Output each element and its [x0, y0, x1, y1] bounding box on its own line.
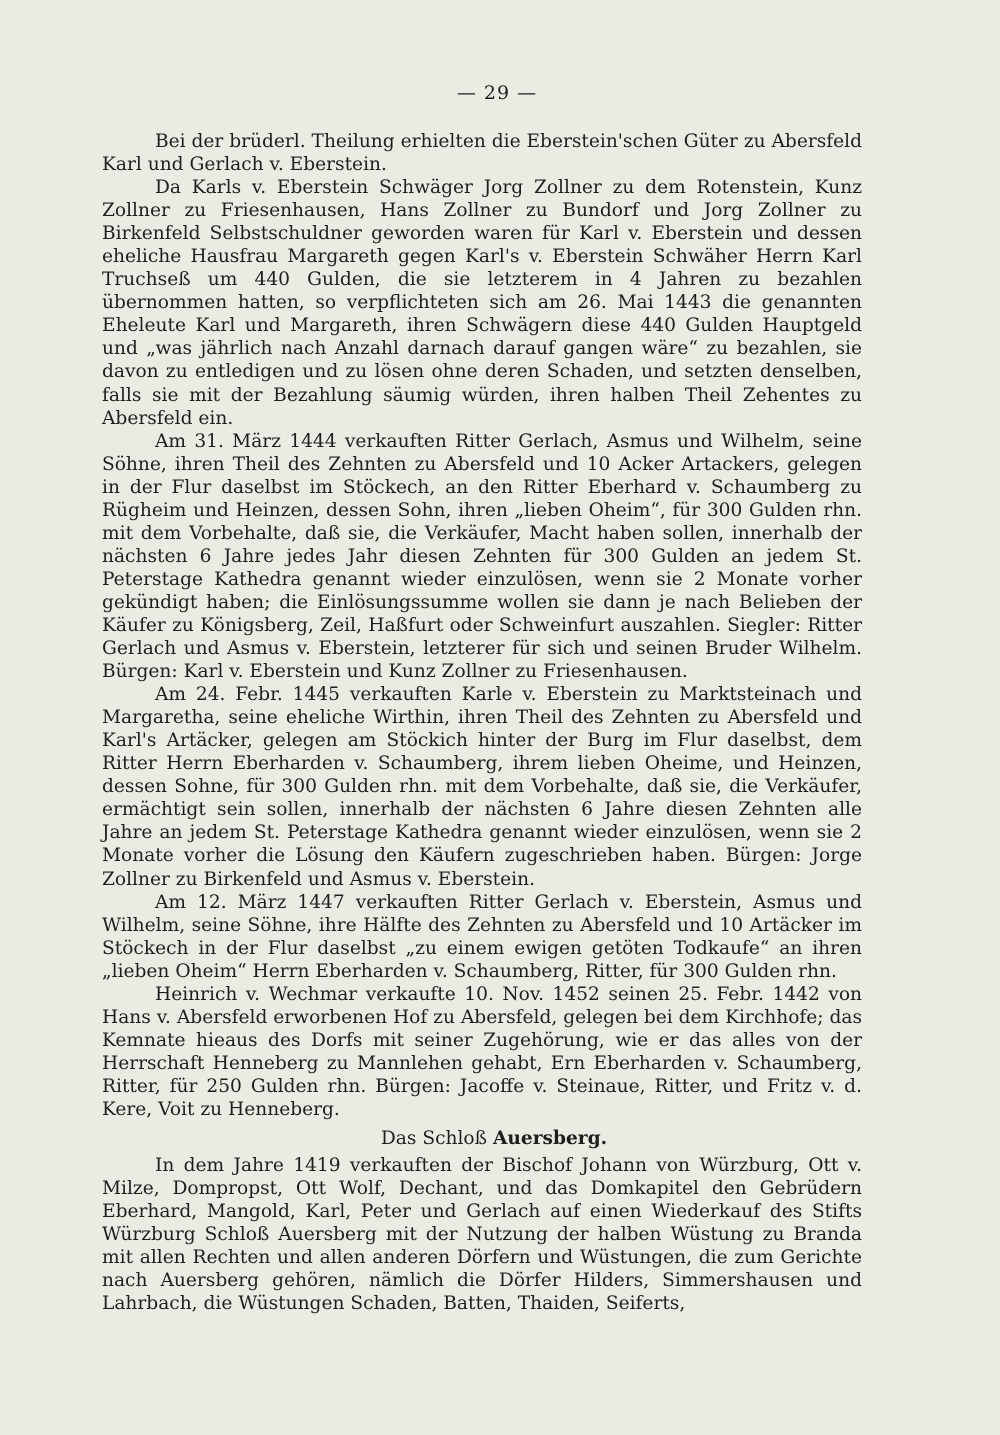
paragraph-1445-sale: Am 24. Febr. 1445 verkauften Karle v. Eberstein zu Marktsteinach und Margaretha, seine eheliche Wirthin, ihren Theil des Zehnten zu Abersfeld und Karl's Artäcker, gelegen am Stöckich hinter der Burg im Flur daselbst, dem Ritter Herrn Eberharden v. Schaumberg, ihrem lieben Oheime, und Heinzen, dessen Sohne, für 300 Gulden rhn. mit dem Vorbehalte, daß sie, die Verkäufer, ermächtigt sein sollen, innerhalb der nächsten 6 Jahre diesen Zehnten alle Jahre an jedem St. Peterstage Kathedra genannt wieder einzulösen, wenn sie 2 Monate vorher die Lösung den Käufern zugeschrieben haben. Bürgen: Jorge Zollner zu Birkenfeld und Asmus v. Eberstein. — [102, 684, 862, 890]
paragraph-brotherly-division: Bei der brüderl. Theilung erhielten die Eberstein'schen Güter zu Abersfeld Karl und Gerlach v. Eberstein. — [102, 131, 863, 176]
section-heading-name: Auersberg. — [492, 1128, 608, 1150]
section-heading-prefix: Das Schloß — [380, 1128, 493, 1150]
paragraph-1419-sale: In dem Jahre 1419 verkauften der Bischof Johann von Würzburg, Ott v. Milze, Dompropst, Ott Wolf, Dechant, und das Domkapitel den Gebrüdern Eberhard, Mangold, Karl, Peter und Gerlach auf einen Wiederkauf des Stifts Würzburg Schloß Auersberg mit der Nutzung der halben Wüstung zu Branda mit allen Rechten und allen anderen Dörfern und Wüstungen, die zum Gerichte nach Auersberg gehören, nämlich die Dörfer Hilders, Simmershausen und Lahrbach, die Wüstungen Schaden, Batten, Thaiden, Seiferts, — [102, 1155, 862, 1315]
paragraph-1443-debt: Da Karls v. Eberstein Schwäger Jorg Zollner zu dem Rotenstein, Kunz Zollner zu Friesenhausen, Hans Zollner zu Bundorf und Jorg Zollner zu Birkenfeld Selbstschuldner geworden waren für Karl v. Eberstein und dessen eheliche Hausfrau Margareth gegen Karl's v. Eberstein Schwäher Herrn Karl Truchseß um 440 Gulden, die sie letzterem in 4 Jahren zu bezahlen übernommen hatten, so verpflichteten sich am 26. Mai 1443 die genannten Eheleute Karl und Margareth, ihren Schwägern diese 440 Gulden Hauptgeld und „was jährlich nach Anzahl darnach darauf gangen wäre“ zu bezahlen, sie davon zu entledigen und zu lösen ohne deren Schaden, und setzten denselben, falls sie mit der Bezahlung säumig würden, ihren halben Theil Zehentes zu Abersfeld ein. — [102, 177, 862, 429]
page-number: — 29 — — [456, 82, 538, 104]
paragraph-1447-sale: Am 12. März 1447 verkauften Ritter Gerlach v. Eberstein, Asmus und Wilhelm, seine Söhne, ihre Hälfte des Zehnten zu Abersfeld und 10 Artäcker im Stöckech in der Flur daselbst „zu einem ewigen getöten Todkaufe“ an ihren „lieben Oheim“ Herrn Eberharden v. Schaumberg, Ritter, für 300 Gulden rhn. — [102, 891, 862, 982]
paragraph-1452-sale: Heinrich v. Wechmar verkaufte 10. Nov. 1452 seinen 25. Febr. 1442 von Hans v. Abersfeld erworbenen Hof zu Abersfeld, gelegen bei dem Kirchhofe; das Kemnate hieaus des Dorfs mit seiner Zugehörung, wie er das alles von der Herrschaft Henneberg zu Mannlehen gehabt, Ern Eberharden v. Schaumberg, Ritter, für 250 Gulden rhn. Bürgen: Jacoffe v. Steinaue, Ritter, und Fritz v. d. Kere, Voit zu Henneberg. — [102, 983, 862, 1120]
section-heading — [102, 1126, 862, 1151]
paragraph-1444-sale: Am 31. März 1444 verkauften Ritter Gerlach, Asmus und Wilhelm, seine Söhne, ihren Theil des Zehnten zu Abersfeld und 10 Acker Artackers, gelegen in der Flur daselbst im Stöckech, an den Ritter Eberhard v. Schaumberg zu Rügheim und Heinzen, dessen Sohn, ihren „lieben Oheim“, für 300 Gulden rhn. mit dem Vorbehalte, daß sie, die Verkäufer, Macht haben sollen, innerhalb der nächsten 6 Jahre jedes Jahr diesen Zehnten für 300 Gulden an jedem St. Peterstage Kathedra genannt wieder einzulösen, wenn sie 2 Monate vorher gekündigt haben; die Einlösungssumme wollen sie dann je nach Belieben der Käufer zu Königsberg, Zeil, Haßfurt oder Schweinfurt auszahlen. Siegler: Ritter Gerlach und Asmus v. Eberstein, letzterer für sich und seinen Bruder Wilhelm. Bürgen: Karl v. Eberstein und Kunz Zollner zu Friesenhausen. — [102, 430, 862, 683]
